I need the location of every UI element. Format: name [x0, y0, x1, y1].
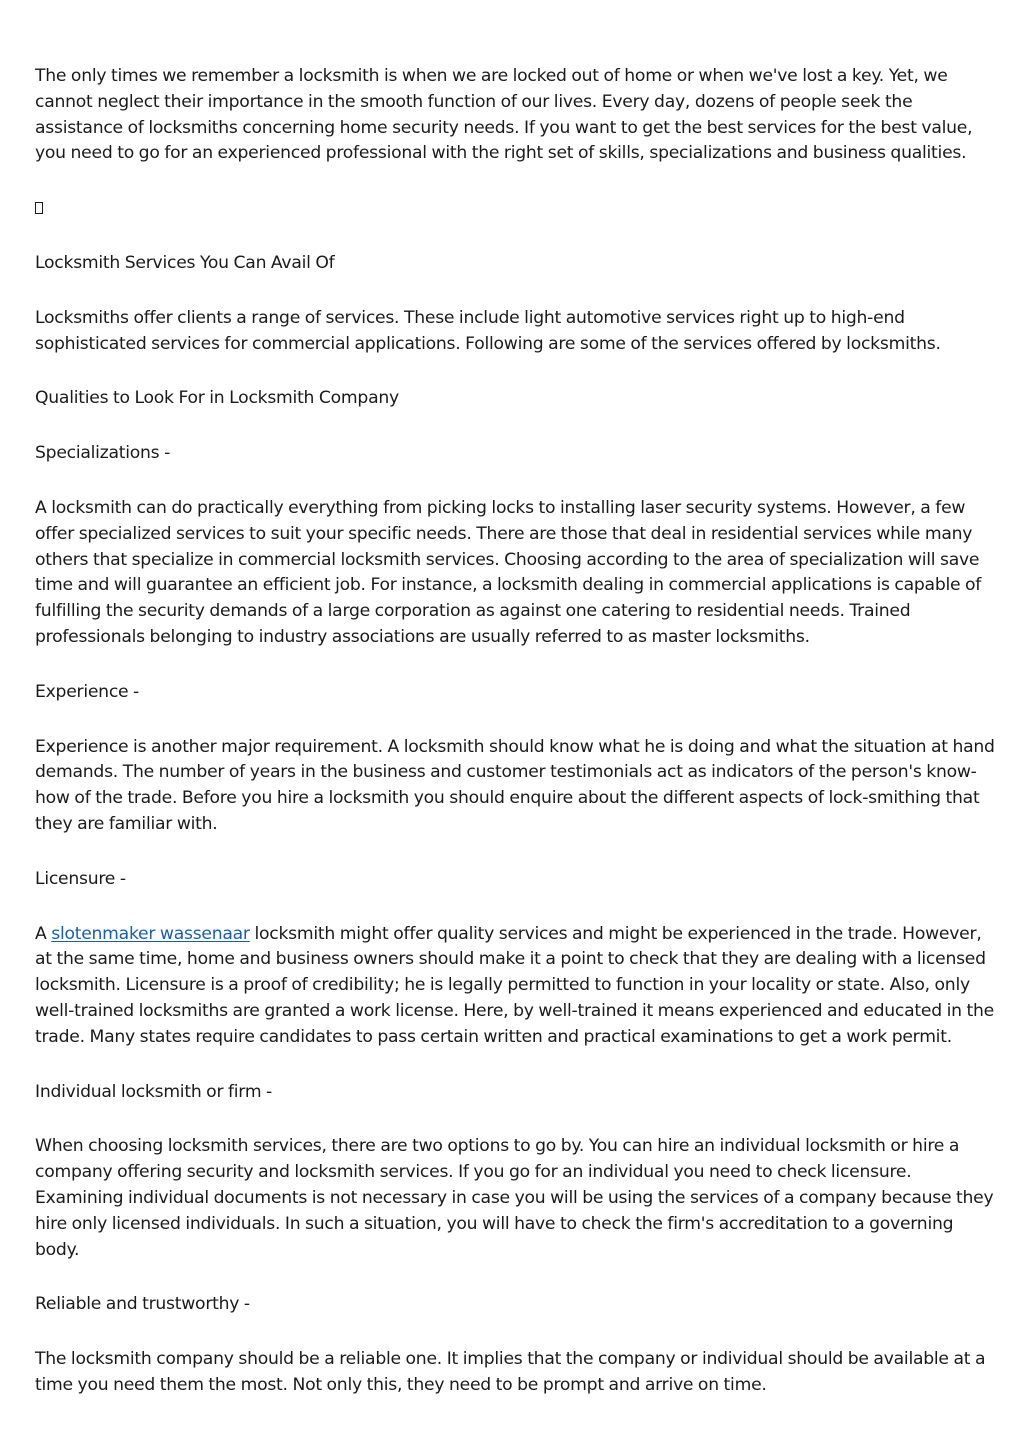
intro-paragraph: The only times we remember a locksmith is when we are locked out of home or when we've lost a key. Yet, we cannot neglect their importance in the smooth function of our lives. Every day, dozens of people seek the assistance of locksmiths concerning home security needs. If you want to get the best services for the best value, you need to go for an experienced professional with the right set of skills, specializations and business qualities.: [35, 66, 973, 164]
reliable-heading: Reliable and trustworthy -: [35, 1294, 250, 1315]
document-body: [35, 64, 995, 1428]
qualities-heading: Qualities to Look For in Locksmith Company: [35, 388, 399, 409]
specializations-paragraph: A locksmith can do practically everything from picking locks to installing laser security systems. However, a few offer specialized services to suit your specific needs. There are those that deal in residential services while many others that specialize in commercial locksmith services. Choosing according to the area of specialization will save time and will guarantee an efficient job. For instance, a locksmith dealing in commercial applications is capable of fulfilling the security demands of a large corporation as against one catering to residential needs. Trained professionals belonging to industry associations are usually referred to as master locksmiths.: [35, 497, 982, 647]
licensure-heading: Licensure -: [35, 868, 126, 889]
experience-paragraph: Experience is another major requirement. A locksmith should know what he is doing and what the situation at hand demands. The number of years in the business and customer testimonials act as indicators of the person's know-how of the trade. Before you hire a locksmith you should enquire about the different aspects of lock-smithing that they are familiar with.: [35, 736, 995, 834]
licensure-text: locksmith might offer quality services and might be experienced in the trade. However, at the same time, home and business owners should make it a point to check that they are dealing with a licensed locksmith. Licensure is a proof of credibility; he is legally permitted to function in your locality or state. Also, only well-trained locksmiths are granted a work license. Here, by well-trained it means experienced and educated in the trade. Many states require candidates to pass certain written and practical examinations to get a work permit.: [35, 923, 994, 1047]
specializations-heading: Specializations -: [35, 443, 171, 464]
slotenmaker-wassenaar-link[interactable]: slotenmaker wassenaar: [51, 923, 250, 944]
missing-image-icon: [35, 202, 43, 214]
individual-heading: Individual locksmith or firm -: [35, 1081, 272, 1102]
reliable-paragraph: The locksmith company should be a reliable one. It implies that the company or individual should be available at a time you need them the most. Not only this, they need to be prompt and arrive on time.: [35, 1349, 986, 1395]
individual-paragraph: When choosing locksmith services, there are two options to go by. You can hire an individual locksmith or hire a company offering security and locksmith services. If you go for an individual you need to check licensure. Examining individual documents is not necessary in case you will be using the services of a company because they hire only licensed individuals. In such a situation, you will have to check the firm's accreditation to a governing body.: [35, 1136, 994, 1260]
licensure-paragraph: [35, 922, 995, 1051]
missing-glyph-placeholder: [35, 196, 995, 222]
licensure-prefix: A: [35, 923, 52, 944]
experience-heading: Experience -: [35, 681, 140, 702]
services-heading: Locksmith Services You Can Avail Of: [35, 252, 335, 273]
services-paragraph: Locksmiths offer clients a range of services. These include light automotive services right up to high-end sophisticated services for commercial applications. Following are some of the services offered by locksmiths.: [35, 307, 941, 354]
